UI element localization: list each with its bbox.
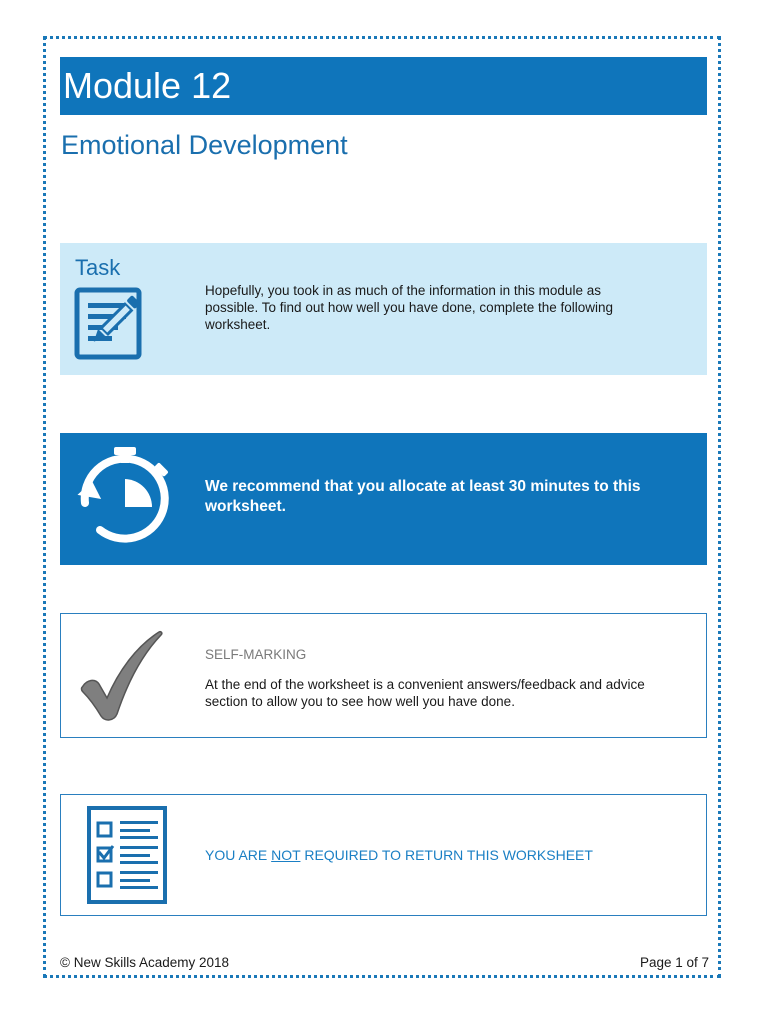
time-recommendation-text: We recommend that you allocate at least 30 minutes to this worksheet. [205,478,641,515]
return-notice-text [205,846,593,864]
footer-copyright: © New Skills Academy 2018 [60,955,230,970]
module-title: Module 12 [63,65,232,106]
time-recommendation-panel [60,433,707,565]
module-banner [60,57,707,115]
checkmark-icon [77,628,167,728]
return-notice-prefix: YOU ARE [205,847,272,863]
task-description: Hopefully, you took in as much of the information in this module as possible. To find out how well you have done, complete the following worksheet. [205,283,614,332]
stopwatch-icon [70,443,180,558]
self-marking-label: SELF-MARKING [205,647,307,662]
self-marking-panel [60,613,707,738]
module-subtitle: Emotional Development [61,130,348,160]
return-notice-suffix: REQUIRED TO RETURN THIS WORKSHEET [300,847,593,863]
return-notice-emphasis: NOT [271,847,301,863]
worksheet-pencil-icon [74,287,170,368]
footer-page-number: Page 1 of 7 [639,955,709,970]
task-heading: Task [75,255,121,280]
task-panel [60,243,707,375]
self-marking-description: At the end of the worksheet is a convenient answers/feedback and advice section to allow you to see how well you have done. [205,677,645,709]
checklist-icon [86,805,170,910]
return-notice-panel [60,794,707,916]
